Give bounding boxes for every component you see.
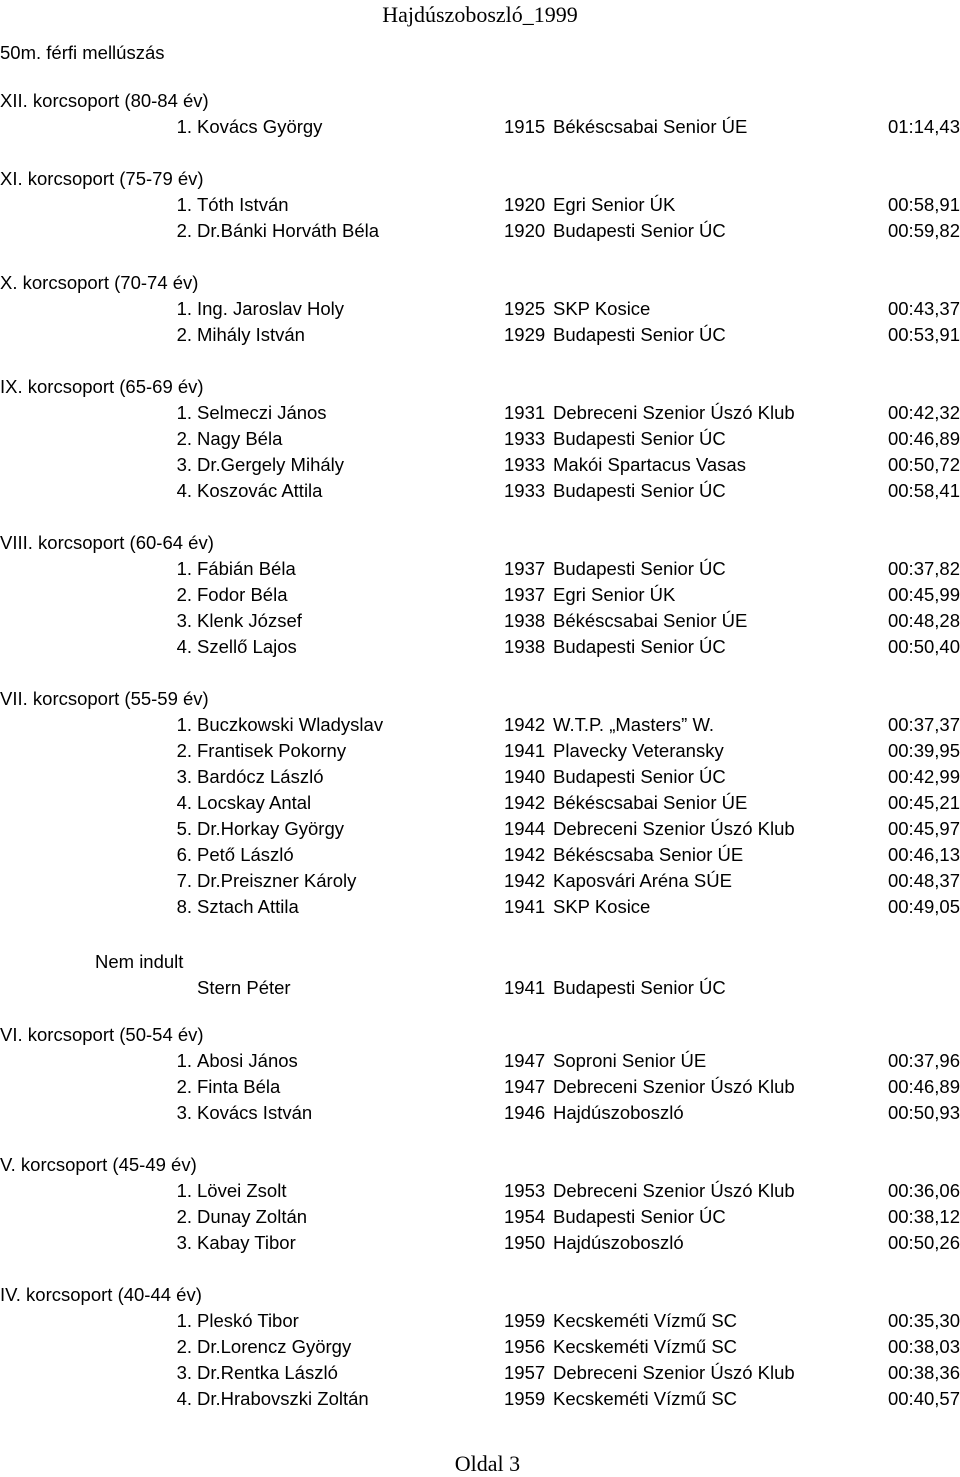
result-name: Sztach Attila (197, 896, 299, 917)
result-name: Dr.Bánki Horváth Béla (197, 220, 380, 241)
result-time: 00:40,57 (887, 1388, 960, 1409)
result-place: 6. (176, 844, 192, 865)
result-name: Szellő Lajos (197, 636, 297, 657)
result-place: 4. (176, 480, 192, 501)
result-time: 00:37,96 (887, 1050, 960, 1071)
result-name: Locskay Antal (197, 792, 312, 813)
result-club: Soproni Senior ÚE (553, 1050, 707, 1071)
result-name: Klenk József (197, 610, 302, 631)
result-club: Debreceni Szenior Úszó Klub (553, 1362, 795, 1383)
result-place: 1. (176, 1310, 192, 1331)
result-name: Fábián Béla (197, 558, 296, 579)
result-year: 1946 (504, 1102, 546, 1123)
result-year: 1942 (504, 792, 546, 813)
age-group-title: X. korcsoport (70-74 év) (0, 272, 199, 293)
result-place: 2. (176, 1206, 192, 1227)
result-club: Békéscsaba Senior ÚE (553, 844, 744, 865)
result-name: Finta Béla (197, 1076, 281, 1097)
result-name: Dr.Lorencz György (197, 1336, 352, 1357)
result-year: 1933 (504, 428, 546, 449)
result-time: 00:38,03 (887, 1336, 960, 1357)
result-place: 1. (176, 558, 192, 579)
result-place: 3. (176, 1102, 192, 1123)
result-time: 00:50,26 (887, 1232, 960, 1253)
result-name: Dr.Preiszner Károly (197, 870, 357, 891)
result-place: 1. (176, 116, 192, 137)
result-place: 3. (176, 766, 192, 787)
result-year: 1938 (504, 610, 546, 631)
result-year: 1940 (504, 766, 546, 787)
result-year: 1938 (504, 636, 546, 657)
not-started-label: Nem indult (95, 951, 184, 972)
result-place: 7. (176, 870, 192, 891)
result-place: 3. (176, 1232, 192, 1253)
result-place: 1. (176, 402, 192, 423)
result-place: 2. (176, 220, 192, 241)
result-year: 1953 (504, 1180, 546, 1201)
result-place: 2. (176, 584, 192, 605)
result-time: 00:50,72 (887, 454, 960, 475)
result-time: 00:53,91 (887, 324, 960, 345)
result-name: Ing. Jaroslav Holy (197, 298, 345, 319)
result-place: 2. (176, 428, 192, 449)
result-year: 1920 (504, 220, 546, 241)
result-club: Debreceni Szenior Úszó Klub (553, 1180, 795, 1201)
result-place: 2. (176, 1076, 192, 1097)
result-place: 2. (176, 740, 192, 761)
result-time: 00:50,40 (887, 636, 960, 657)
result-name: Pető László (197, 844, 294, 865)
event-title: 50m. férfi mellúszás (0, 42, 165, 63)
result-name: Selmeczi János (197, 402, 327, 423)
result-time: 00:46,89 (887, 428, 960, 449)
result-time: 00:48,37 (887, 870, 960, 891)
result-name: Dr.Gergely Mihály (197, 454, 345, 475)
result-name: Kovács István (197, 1102, 313, 1123)
result-name: Buczkowski Wladyslav (197, 714, 384, 735)
result-club: Egri Senior ÚK (553, 584, 676, 605)
result-time: 00:42,99 (887, 766, 960, 787)
result-name: Fodor Béla (197, 584, 288, 605)
result-year: 1929 (504, 324, 546, 345)
result-year: 1954 (504, 1206, 546, 1227)
result-club: Békéscsabai Senior ÚE (553, 610, 748, 631)
result-club: Békéscsabai Senior ÚE (553, 792, 748, 813)
result-name: Dr.Hrabovszki Zoltán (197, 1388, 369, 1409)
result-time: 00:36,06 (887, 1180, 960, 1201)
result-time: 00:46,89 (887, 1076, 960, 1097)
result-year: 1937 (504, 584, 546, 605)
result-time: 00:58,91 (887, 194, 960, 215)
result-club: Budapesti Senior ÚC (553, 1206, 726, 1227)
result-year: 1941 (504, 740, 546, 761)
result-time: 00:43,37 (887, 298, 960, 319)
result-time: 00:48,28 (887, 610, 960, 631)
result-time: 01:14,43 (887, 116, 960, 137)
not-started-year: 1941 (504, 977, 546, 998)
result-name: Bardócz László (197, 766, 324, 787)
result-time: 00:45,97 (887, 818, 960, 839)
result-time: 00:49,05 (887, 896, 960, 917)
result-year: 1942 (504, 870, 546, 891)
result-year: 1959 (504, 1310, 546, 1331)
result-club: Kecskeméti Vízmű SC (553, 1310, 738, 1331)
not-started-club: Budapesti Senior ÚC (553, 977, 726, 998)
result-club: Kecskeméti Vízmű SC (553, 1388, 738, 1409)
result-name: Kabay Tibor (197, 1232, 296, 1253)
result-club: Budapesti Senior ÚC (553, 636, 726, 657)
result-year: 1925 (504, 298, 546, 319)
result-place: 1. (176, 1050, 192, 1071)
age-group-title: VI. korcsoport (50-54 év) (0, 1024, 204, 1045)
result-club: Plavecky Veteransky (553, 740, 724, 761)
result-year: 1947 (504, 1050, 546, 1071)
page-header: Hajdúszoboszló_1999 (382, 2, 578, 27)
result-year: 1933 (504, 454, 546, 475)
result-name: Frantisek Pokorny (197, 740, 347, 761)
result-place: 3. (176, 610, 192, 631)
result-place: 1. (176, 1180, 192, 1201)
result-name: Dr.Rentka László (197, 1362, 338, 1383)
result-year: 1957 (504, 1362, 546, 1383)
result-year: 1956 (504, 1336, 546, 1357)
result-year: 1933 (504, 480, 546, 501)
result-place: 4. (176, 1388, 192, 1409)
result-club: Kaposvári Aréna SÚE (553, 870, 732, 891)
result-year: 1942 (504, 714, 546, 735)
result-club: SKP Kosice (553, 896, 651, 917)
result-club: Debreceni Szenior Úszó Klub (553, 1076, 795, 1097)
result-name: Koszovác Attila (197, 480, 323, 501)
result-time: 00:59,82 (887, 220, 960, 241)
result-club: W.T.P. „Masters” W. (553, 714, 715, 735)
result-club: Békéscsabai Senior ÚE (553, 116, 748, 137)
result-year: 1947 (504, 1076, 546, 1097)
not-started-name: Stern Péter (197, 977, 291, 998)
result-time: 00:50,93 (887, 1102, 960, 1123)
page-footer: Oldal 3 (454, 1451, 521, 1476)
result-name: Tóth István (197, 194, 289, 215)
result-year: 1959 (504, 1388, 546, 1409)
result-year: 1941 (504, 896, 546, 917)
result-club: Debreceni Szenior Úszó Klub (553, 818, 795, 839)
result-club: Hajdúszoboszló (553, 1232, 684, 1253)
result-club: Egri Senior ÚK (553, 194, 676, 215)
result-name: Mihály István (197, 324, 305, 345)
result-time: 00:42,32 (887, 402, 960, 423)
result-time: 00:46,13 (887, 844, 960, 865)
age-group-title: V. korcsoport (45-49 év) (0, 1154, 197, 1175)
result-club: Budapesti Senior ÚC (553, 766, 726, 787)
result-year: 1931 (504, 402, 546, 423)
result-club: Budapesti Senior ÚC (553, 480, 726, 501)
result-club: Kecskeméti Vízmű SC (553, 1336, 738, 1357)
result-place: 2. (176, 324, 192, 345)
result-year: 1950 (504, 1232, 546, 1253)
result-place: 1. (176, 194, 192, 215)
age-group-title: IV. korcsoport (40-44 év) (0, 1284, 202, 1305)
result-time: 00:38,36 (887, 1362, 960, 1383)
result-name: Dr.Horkay György (197, 818, 345, 839)
result-place: 1. (176, 714, 192, 735)
result-year: 1920 (504, 194, 546, 215)
result-time: 00:35,30 (887, 1310, 960, 1331)
result-name: Abosi János (197, 1050, 298, 1071)
result-club: Hajdúszoboszló (553, 1102, 684, 1123)
result-place: 3. (176, 1362, 192, 1383)
result-club: Budapesti Senior ÚC (553, 428, 726, 449)
result-place: 5. (176, 818, 192, 839)
result-name: Lövei Zsolt (197, 1180, 287, 1201)
result-time: 00:37,82 (887, 558, 960, 579)
result-club: Makói Spartacus Vasas (553, 454, 746, 475)
result-time: 00:39,95 (887, 740, 960, 761)
result-place: 4. (176, 636, 192, 657)
result-time: 00:37,37 (887, 714, 960, 735)
age-group-title: IX. korcsoport (65-69 év) (0, 376, 204, 397)
result-year: 1915 (504, 116, 546, 137)
result-club: Budapesti Senior ÚC (553, 324, 726, 345)
age-group-title: XII. korcsoport (80-84 év) (0, 90, 209, 111)
result-time: 00:45,99 (887, 584, 960, 605)
result-name: Nagy Béla (197, 428, 283, 449)
result-name: Dunay Zoltán (197, 1206, 308, 1227)
result-club: SKP Kosice (553, 298, 651, 319)
result-name: Kovács György (197, 116, 323, 137)
result-name: Pleskó Tibor (197, 1310, 299, 1331)
result-place: 8. (176, 896, 192, 917)
result-time: 00:58,41 (887, 480, 960, 501)
result-time: 00:38,12 (887, 1206, 960, 1227)
result-club: Budapesti Senior ÚC (553, 220, 726, 241)
result-year: 1944 (504, 818, 546, 839)
result-year: 1942 (504, 844, 546, 865)
result-year: 1937 (504, 558, 546, 579)
result-club: Debreceni Szenior Úszó Klub (553, 402, 795, 423)
age-group-title: VIII. korcsoport (60-64 év) (0, 532, 214, 553)
age-group-title: XI. korcsoport (75-79 év) (0, 168, 204, 189)
result-place: 2. (176, 1336, 192, 1357)
result-place: 4. (176, 792, 192, 813)
result-club: Budapesti Senior ÚC (553, 558, 726, 579)
age-group-title: VII. korcsoport (55-59 év) (0, 688, 209, 709)
result-time: 00:45,21 (887, 792, 960, 813)
result-place: 1. (176, 298, 192, 319)
result-place: 3. (176, 454, 192, 475)
